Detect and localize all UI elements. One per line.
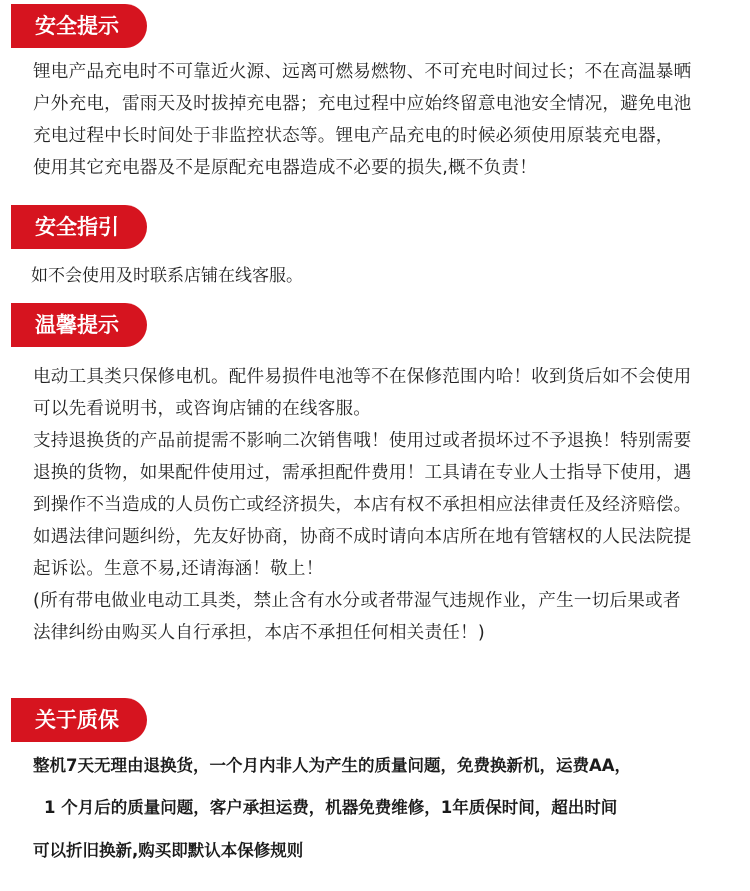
safety-tips-line: 充电过程中长时间处于非监控状态等。锂电产品充电的时候必须使用原装充电器， <box>33 126 674 146</box>
warm-tips-line: 起诉讼。生意不易,还请海涵！敬上！ <box>33 559 324 579</box>
warm-tips-line: 支持退换货的产品前提需不影响二次销售哦！使用过或者损坏过不予退换！特别需要 <box>33 431 692 451</box>
warranty-line-2: 1 个月后的质量问题，客户承担运费，机器免费维修，1年质保时间，超出时间 <box>44 798 618 817</box>
section-title-safety-guide: 安全指引 <box>11 205 147 249</box>
warranty-line-1: 整机7天无理由退换货，一个月内非人为产生的质量问题，免费换新机，运费AA， <box>33 756 632 775</box>
warm-tips-line: 电动工具类只保修电机。配件易损件电池等不在保修范围内哈！收到货后如不会使用 <box>33 367 692 387</box>
safety-tips-line: 使用其它充电器及不是原配充电器造成不必要的损失,概不负责！ <box>33 158 538 178</box>
safety-guide-text: 如不会使用及时联系店铺在线客服。 <box>31 266 303 286</box>
warm-tips-line: 退换的货物，如果配件使用过，需承担配件费用！工具请在专业人士指导下使用，遇 <box>33 463 692 483</box>
section-title-warranty: 关于质保 <box>11 698 147 742</box>
section-title-warm-tips: 温馨提示 <box>11 303 147 347</box>
warm-tips-text <box>33 361 738 649</box>
safety-tips-line: 户外充电，雷雨天及时拔掉充电器；充电过程中应始终留意电池安全情况，避免电池 <box>33 94 692 114</box>
safety-tips-text <box>33 56 738 184</box>
safety-tips-line: 锂电产品充电时不可靠近火源、远离可燃易燃物、不可充电时间过长；不在高温暴晒 <box>33 62 692 82</box>
warm-tips-line: 可以先看说明书，或咨询店铺的在线客服。 <box>33 399 372 419</box>
warm-tips-line: 法律纠纷由购买人自行承担，本店不承担任何相关责任！) <box>33 623 485 643</box>
section-title-safety-tips: 安全提示 <box>11 4 147 48</box>
warranty-line-3: 可以折旧换新,购买即默认本保修规则 <box>33 841 304 860</box>
warm-tips-line: 到操作不当造成的人员伤亡或经济损失，本店有权不承担相应法律责任及经济赔偿。 <box>33 495 692 515</box>
warm-tips-line: (所有带电做业电动工具类，禁止含有水分或者带湿气违规作业，产生一切后果或者 <box>33 591 681 611</box>
warm-tips-line: 如遇法律问题纠纷，先友好协商，协商不成时请向本店所在地有管辖权的人民法院提 <box>33 527 692 547</box>
